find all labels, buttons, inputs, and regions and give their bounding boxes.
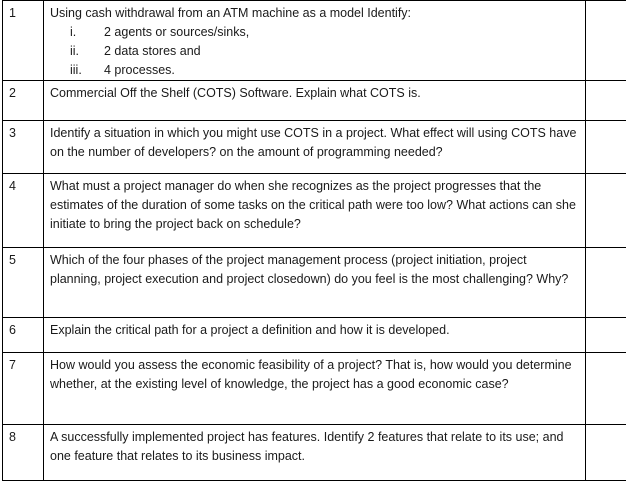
table-row	[3, 248, 626, 318]
question-text: Identify a situation in which you might use COTS in a project. What effect will using COTS have on the number of developers? on the amount of programming needed?	[44, 121, 586, 174]
question-number: 3	[3, 121, 44, 174]
question-number: 4	[3, 174, 44, 248]
answer-cell[interactable]	[586, 425, 626, 481]
question-text: Explain the critical path for a project a definition and how it is developed.	[44, 318, 586, 353]
table-row	[3, 1, 626, 81]
question-text: How would you assess the economic feasibility of a project? That is, how would you determine whether, at the existing level of knowledge, the project has a good economic case?	[44, 353, 586, 425]
answer-cell[interactable]	[586, 174, 626, 248]
sub-item-list	[50, 23, 579, 80]
list-item-text: 2 agents or sources/sinks,	[104, 25, 250, 39]
question-text: A successfully implemented project has features. Identify 2 features that relate to its use; and one feature that relates to its business impact.	[44, 425, 586, 481]
question-number: 2	[3, 81, 44, 121]
list-item	[50, 61, 579, 80]
table-row	[3, 318, 626, 353]
question-text-cell	[44, 1, 586, 81]
question-number: 8	[3, 425, 44, 481]
table-row	[3, 121, 626, 174]
question-text: Commercial Off the Shelf (COTS) Software. Explain what COTS is.	[44, 81, 586, 121]
list-marker: i.	[70, 25, 77, 39]
question-number: 6	[3, 318, 44, 353]
answer-cell[interactable]	[586, 81, 626, 121]
questions-table	[2, 0, 626, 481]
table-row	[3, 81, 626, 121]
answer-cell[interactable]	[586, 121, 626, 174]
question-number: 5	[3, 248, 44, 318]
answer-cell[interactable]	[586, 248, 626, 318]
question-number: 7	[3, 353, 44, 425]
list-item	[50, 42, 579, 61]
table-row	[3, 425, 626, 481]
question-text: Which of the four phases of the project management process (project initiation, project planning, project execution and project closedown) do you feel is the most challenging? Why?	[44, 248, 586, 318]
answer-cell[interactable]	[586, 1, 626, 81]
list-item-text: 2 data stores and	[104, 44, 201, 58]
list-marker: ii.	[70, 44, 80, 58]
table-row	[3, 353, 626, 425]
answer-cell[interactable]	[586, 318, 626, 353]
list-item-text: 4 processes.	[104, 63, 175, 77]
list-marker: iii.	[70, 63, 82, 77]
answer-cell[interactable]	[586, 353, 626, 425]
list-item	[50, 23, 579, 42]
question-text: Using cash withdrawal from an ATM machine as a model Identify:	[50, 6, 412, 20]
question-number: 1	[3, 1, 44, 81]
table-row	[3, 174, 626, 248]
question-text: What must a project manager do when she recognizes as the project progresses that the estimates of the duration of some tasks on the critical path were too low? What actions can she initiate to bring the project back on schedule?	[44, 174, 586, 248]
